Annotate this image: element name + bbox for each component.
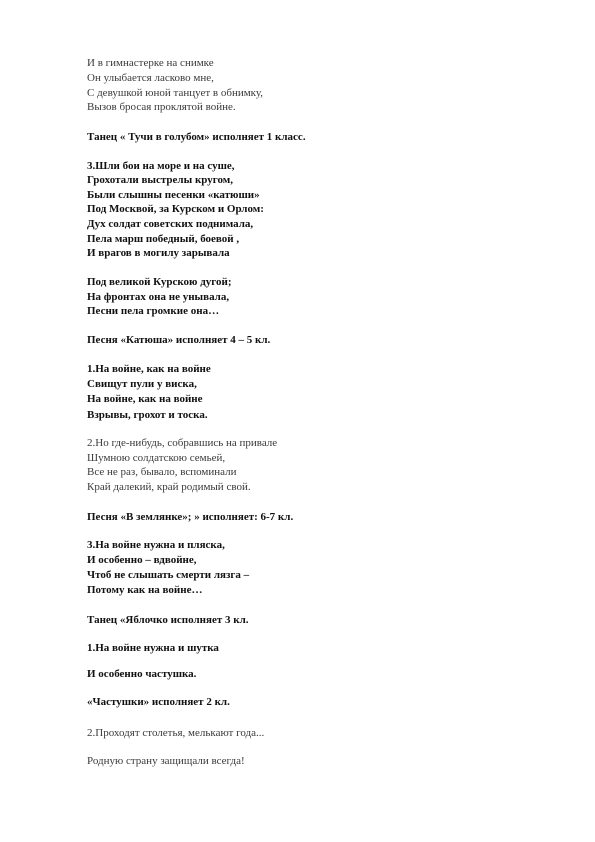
text-line: Под великой Курскою дугой;: [87, 276, 232, 288]
text-line: 2.Но где-нибудь, собравшись на привале: [87, 437, 278, 449]
text-line: С девушкой юной танцует в обнимку,: [87, 87, 264, 99]
text-line: И в гимнастерке на снимке: [87, 57, 214, 69]
text-line: Вызов бросая проклятой войне.: [87, 101, 236, 113]
text-line: Под Москвой, за Курском и Орлом:: [87, 203, 264, 215]
text-line: 1.На войне нужна и шутка: [87, 642, 219, 654]
text-line: Свищут пули у виска,: [87, 378, 197, 390]
text-line: На фронтах она не унывала,: [87, 291, 230, 303]
text-line: Шумною солдатскою семьей,: [87, 452, 226, 464]
text-line: 2.Проходят столетья, мелькают года...: [87, 727, 265, 739]
performance-note: Песня «В землянке»; » исполняет: 6-7 кл.: [87, 511, 294, 523]
performance-note: Танец «Яблочко исполняет 3 кл.: [87, 614, 249, 626]
text-line: Он улыбается ласково мне,: [87, 72, 214, 84]
performance-note: Песня «Катюша» исполняет 4 – 5 кл.: [87, 334, 271, 346]
text-line: Все не раз, бывало, вспоминали: [87, 466, 237, 478]
text-line: Были слышны песенки «катюши»: [87, 189, 260, 201]
text-line: Пела марш победный, боевой ,: [87, 233, 240, 245]
text-line: Родную страну защищали всегда!: [87, 755, 245, 767]
text-line: Взрывы, грохот и тоска.: [87, 409, 208, 421]
text-line: Край далекий, край родимый свой.: [87, 481, 251, 493]
text-line: 1.На войне, как на войне: [87, 363, 211, 375]
text-line: На войне, как на войне: [87, 393, 203, 405]
text-line: И особенно – вдвойне,: [87, 554, 197, 566]
text-line: Чтоб не слышать смерти лязга –: [87, 569, 250, 581]
text-line: Песни пела громкие она…: [87, 305, 220, 317]
text-line: 3.На войне нужна и пляска,: [87, 539, 225, 551]
performance-note: Танец « Тучи в голубом» исполняет 1 класс.: [87, 131, 306, 143]
text-line: И особенно частушка.: [87, 668, 197, 680]
performance-note: «Частушки» исполняет 2 кл.: [87, 696, 230, 708]
text-line: Дух солдат советских поднимала,: [87, 218, 254, 230]
text-line: Потому как на войне…: [87, 584, 203, 596]
text-line: Грохотали выстрелы кругом,: [87, 174, 234, 186]
text-line: И врагов в могилу зарывала: [87, 247, 230, 259]
text-line: 3.Шли бои на море и на суше,: [87, 160, 235, 172]
